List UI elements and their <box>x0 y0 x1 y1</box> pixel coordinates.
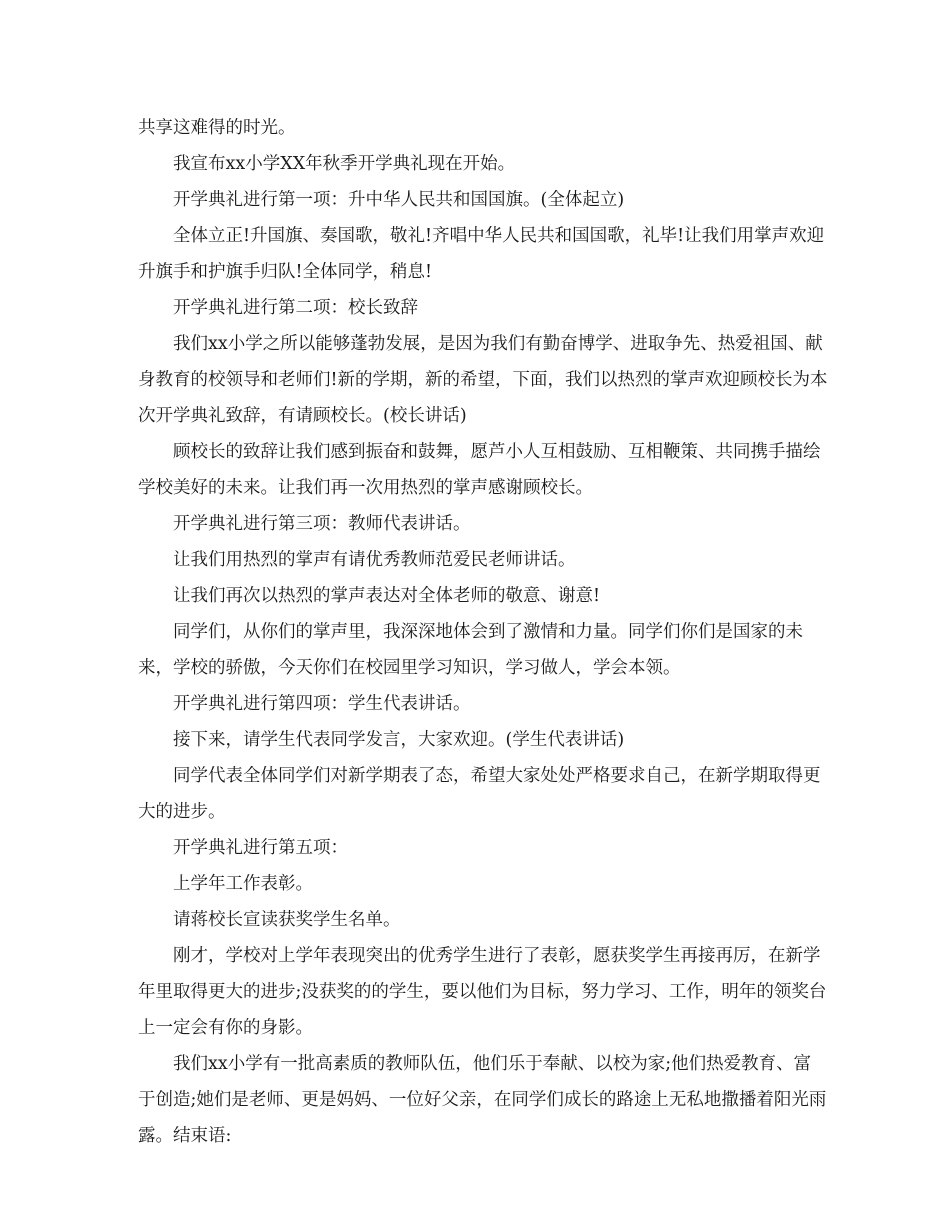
paragraph: 共享这难得的时光。 <box>138 118 296 138</box>
paragraph: 我们xx小学之所以能够蓬勃发展，是因为我们有勤奋博学、进取争先、热爱祖国、献身教育的校领导和老师们!新的学期，新的希望，下面，我们以热烈的掌声欢迎顾校长为本次开学典礼致辞，有请顾校长。(校长讲话) <box>138 334 828 426</box>
paragraph: 全体立正!升国旗、奏国歌，敬礼!齐唱中华人民共和国国歌，礼毕!让我们用掌声欢迎升旗手和护旗手归队!全体同学，稍息! <box>138 226 825 282</box>
paragraph: 让我们再次以热烈的掌声表达对全体老师的敬意、谢意! <box>173 586 601 606</box>
paragraph: 我宣布xx小学XX年秋季开学典礼现在开始。 <box>173 154 516 174</box>
section-heading: 开学典礼进行第一项：升中华人民共和国国旗。(全体起立) <box>173 190 625 210</box>
paragraph: 顾校长的致辞让我们感到振奋和鼓舞，愿芦小人互相鼓励、互相鞭策、共同携手描绘学校美好的未来。让我们再一次用热烈的掌声感谢顾校长。 <box>138 442 821 498</box>
paragraph: 上学年工作表彰。 <box>173 874 313 894</box>
section-heading: 开学典礼进行第三项：教师代表讲话。 <box>173 514 471 534</box>
document-body <box>138 110 828 1154</box>
paragraph: 我们xx小学有一批高素质的教师队伍，他们乐于奉献、以校为家;他们热爱教育、富于创造;她们是老师、更是妈妈、一位好父亲，在同学们成长的路途上无私地撒播着阳光雨露。结束语: <box>138 1054 827 1146</box>
section-heading: 开学典礼进行第四项：学生代表讲话。 <box>173 694 471 714</box>
paragraph: 请蒋校长宣读获奖学生名单。 <box>173 910 401 930</box>
paragraph: 接下来，请学生代表同学发言，大家欢迎。(学生代表讲话) <box>173 730 625 750</box>
paragraph: 刚才，学校对上学年表现突出的优秀学生进行了表彰，愿获奖学生再接再厉，在新学年里取得更大的进步;没获奖的的学生，要以他们为目标，努力学习、工作，明年的领奖台上一定会有你的身影。 <box>138 946 827 1038</box>
paragraph: 同学代表全体同学们对新学期表了态，希望大家处处严格要求自己，在新学期取得更大的进步。 <box>138 766 821 822</box>
section-heading: 开学典礼进行第五项： <box>173 838 348 858</box>
paragraph: 让我们用热烈的掌声有请优秀教师范爱民老师讲话。 <box>173 550 576 570</box>
section-heading: 开学典礼进行第二项：校长致辞 <box>173 298 418 318</box>
paragraph: 同学们，从你们的掌声里，我深深地体会到了激情和力量。同学们你们是国家的未来，学校的骄傲，今天你们在校园里学习知识，学习做人，学会本领。 <box>138 622 803 678</box>
